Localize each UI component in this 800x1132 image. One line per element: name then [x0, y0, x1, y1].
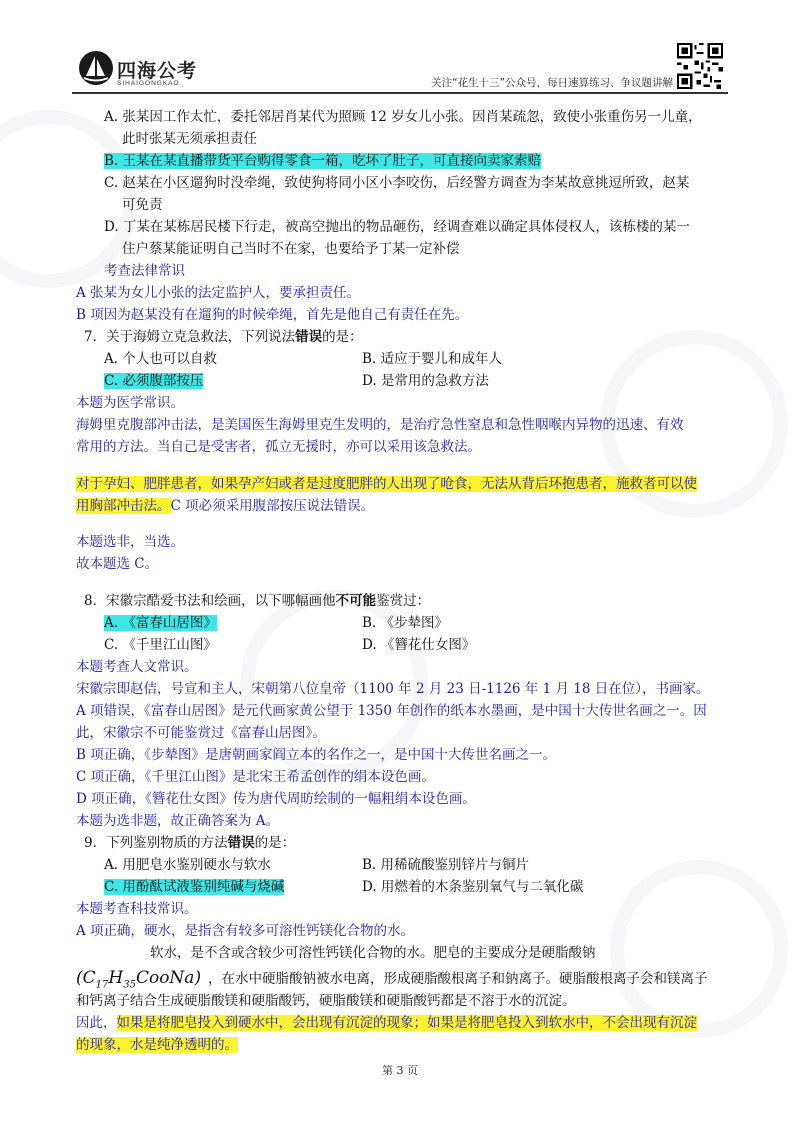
q6-option-a-line1: A. 张某因工作太忙，委托邻居肖某代为照顾 12 岁女儿小张。因肖某疏忽，致使小张重伤另一儿童， — [104, 109, 702, 125]
q6-option-a-line2: 此时张某无须承担责任 — [122, 131, 257, 147]
q8-explanation-6: C 项正确，《千里江山图》是北宋王希孟创作的绢本设色画。 — [76, 769, 435, 785]
q7-answer: 故本题选 C。 — [76, 556, 159, 572]
q6-option-c-line1: C. 赵某在小区遛狗时没牵绳，致使狗将同小区小李咬伤，后经警方调查为李某故意挑逗所致，赵某 — [104, 175, 690, 191]
q6-option-d-line1: D. 丁某在某栋居民楼下行走，被高空抛出的物品砸伤，经调查难以确定具体侵权人，该栋楼的某一 — [104, 219, 690, 235]
q9-explanation-6: 因此，如果是将肥皂投入到硬水中，会出现有沉淀的现象；如果是将肥皂投入到软水中，不会出现有沉淀 — [76, 1015, 697, 1031]
q6-option-b-highlight: B. 王某在某直播带货平台购得零食一箱，吃坏了肚子，可直接向卖家索赔 — [104, 153, 542, 169]
q8-option-d: D. 《簪花仕女图》 — [362, 637, 476, 653]
q9-option-a: A. 用肥皂水鉴别硬水与软水 — [104, 857, 271, 873]
q8-explanation-5: B 项正确，《步辇图》是唐朝画家阎立本的名作之一，是中国十大传世名画之一。 — [76, 747, 556, 763]
q8-explanation-1: 本题考查人文常识。 — [76, 659, 198, 675]
q7-option-b: B. 适应于婴儿和成年人 — [362, 351, 503, 367]
q7-explanation-6: 本题选非，当选。 — [76, 534, 184, 550]
q9-explanation-5: 和钙离子结合生成硬脂酸镁和硬脂酸钙，硬脂酸镁和硬脂酸钙都是不溶于水的沉淀。 — [76, 993, 576, 1009]
q8-option-c: C. 《千里江山图》 — [104, 637, 217, 653]
q8-stem: 8．宋徽宗酷爱书法和绘画，以下哪幅画他不可能鉴赏过： — [84, 593, 431, 609]
q9-explanation-3: 软水，是不含或含较少可溶性钙镁化合物的水。肥皂的主要成分是硬脂酸钠 — [150, 945, 596, 961]
logo-text: 四海公考 — [117, 60, 198, 82]
q9-stem: 9．下列鉴别物质的方法错误的是： — [84, 835, 296, 851]
q6-option-c-line2: 可免责 — [122, 197, 163, 213]
q9-explanation-2: A 项正确，硬水，是指含有较多可溶性钙镁化合物的水。 — [76, 923, 415, 939]
q7-option-c — [104, 370, 203, 392]
q8-answer: 本题为选非题，故正确答案为 A。 — [76, 813, 280, 829]
q6-explanation-2: A 张某为女儿小张的法定监护人，要承担责任。 — [76, 285, 361, 301]
logo-subtitle: SIHAIGONGKAO — [117, 80, 180, 87]
q7-explanation-4: 对于孕妇、肥胖患者，如果孕产妇或者是过度肥胖的人出现了呛食，无法从背后环抱患者，施救者可以使 — [76, 476, 697, 492]
q9-explanation-4: ，在水中硬脂酸钠被水电离，形成硬脂酸根离子和钠离子。硬脂酸根离子会和镁离子 — [208, 971, 708, 987]
q8-option-a-highlight: A. 《富春山居图》 — [104, 615, 217, 631]
q7-explanation-2: 海姆里克腹部冲击法，是美国医生海姆里克生发明的，是治疗急性窒息和急性咽喉内异物的迅速、有效 — [76, 417, 684, 433]
q6-option-d-line2: 住户蔡某能证明自己当时不在家，也要给予丁某一定补偿 — [122, 241, 460, 257]
q9-explanation-7: 的现象，水是纯净透明的。 — [76, 1037, 238, 1053]
q8-option-a — [104, 612, 217, 634]
q8-explanation-2: 宋徽宗即赵佶，号宣和主人，宋朝第八位皇帝（1100 年 2 月 23 日-1126 年 1 月 18 日在位），书画家。 — [76, 681, 710, 697]
q9-explanation-1: 本题考查科技常识。 — [76, 901, 198, 917]
q7-stem: 7．关于海姆立克急救法，下列说法错误的是： — [84, 329, 363, 345]
q7-option-a: A. 个人也可以自救 — [104, 351, 217, 367]
page-number: 第 3 页 — [382, 1064, 418, 1077]
q8-option-b: B. 《步辇图》 — [362, 615, 449, 631]
q9-option-c-highlight: C. 用酚酞试液鉴别纯碱与烧碱 — [104, 879, 285, 895]
q7-option-d: D. 是常用的急救方法 — [362, 373, 489, 389]
q7-explanation-3: 常用的方法。当自己是受害者，孤立无援时，亦可以采用该急救法。 — [76, 439, 481, 455]
q9-option-c — [104, 876, 284, 898]
q8-explanation-4: 此，宋徽宗不可能鉴赏过《富春山居图》。 — [76, 725, 326, 741]
q8-explanation-7: D 项正确，《簪花仕女图》传为唐代周昉绘制的一幅粗绢本设色画。 — [76, 791, 476, 807]
q9-option-b: B. 用稀硫酸鉴别锌片与铜片 — [362, 857, 530, 873]
q8-explanation-3: A 项错误，《富春山居图》是元代画家黄公望于 1350 年创作的纸本水墨画，是中国十大传世名画之一。因 — [76, 703, 707, 719]
chemical-formula: $(C_{17}H_{35}CooNa)$ — [76, 968, 202, 991]
q6-explanation-1: 考查法律常识 — [104, 263, 185, 279]
q7-option-c-highlight: C. 必须腹部按压 — [104, 373, 204, 389]
follow-notice: 关注“花生十三”公众号，每日速算练习、争议题讲解 — [431, 77, 673, 89]
q7-explanation-1: 本题为医学常识。 — [76, 395, 184, 411]
q7-explanation-5: 用胸部冲击法。C 项必须采用腹部按压说法错误。 — [76, 498, 375, 514]
q6-option-b — [104, 150, 541, 172]
q9-option-d: D. 用燃着的木条鉴别氧气与二氧化碳 — [362, 879, 584, 895]
q6-explanation-3: B 项因为赵某没有在遛狗的时候牵绳，首先是他自己有责任在先。 — [76, 307, 469, 323]
